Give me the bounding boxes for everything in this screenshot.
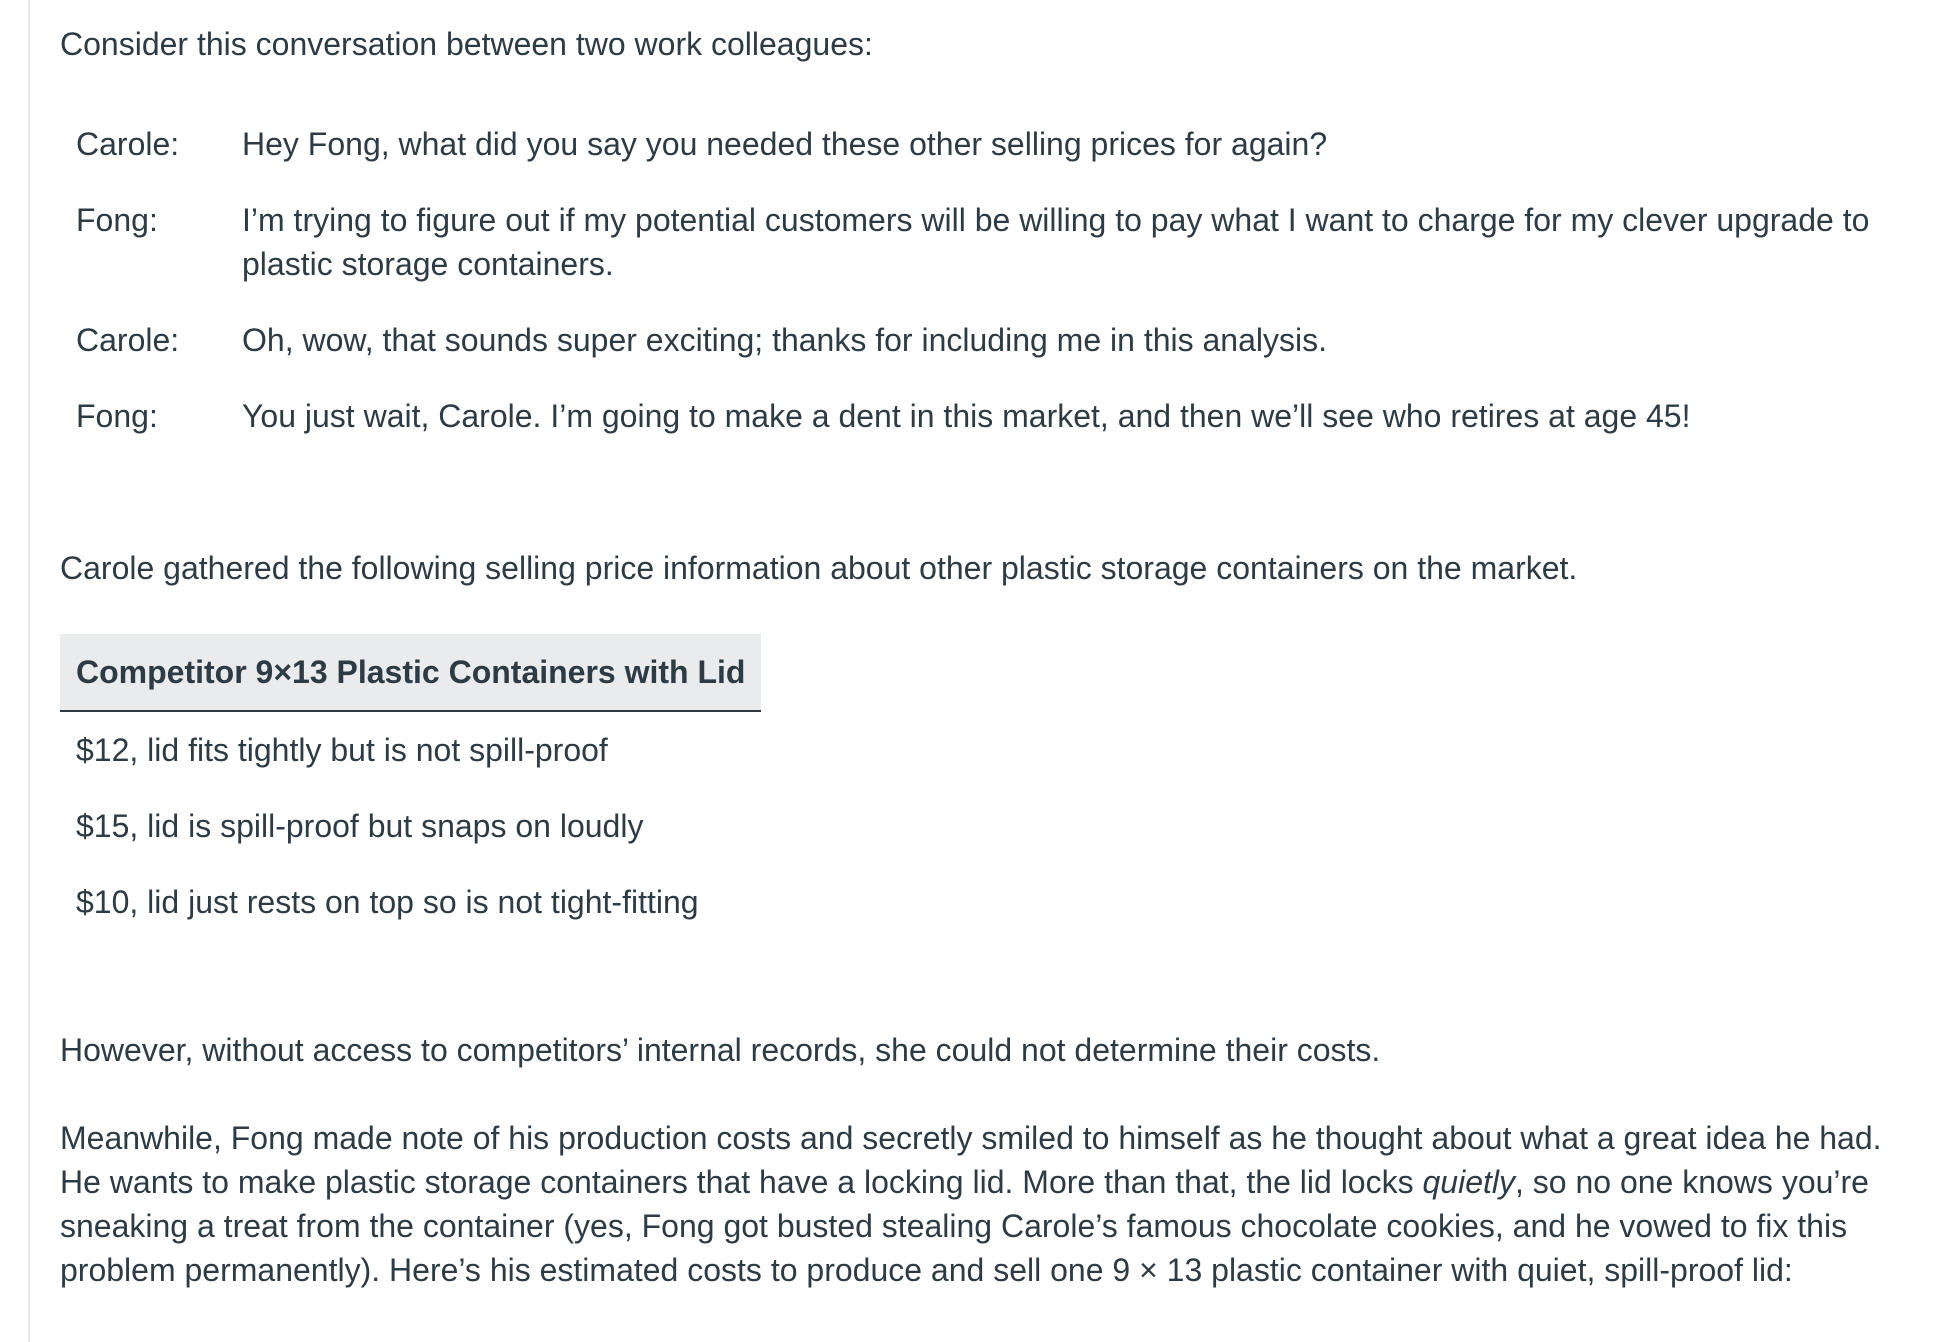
table-header-row bbox=[60, 634, 761, 711]
dialogue-line: You just wait, Carole. I’m going to make a dent in this market, and then we’ll see who retires at age 45! bbox=[242, 398, 1691, 434]
table-cell: $10, lid just rests on top so is not tight-fitting bbox=[76, 884, 699, 920]
speaker-name: Carole: bbox=[76, 322, 180, 358]
content-left-border bbox=[28, 0, 30, 1342]
emphasis-quietly: quietly bbox=[1422, 1164, 1515, 1200]
speaker-name: Carole: bbox=[76, 126, 180, 162]
meanwhile-text-before: Meanwhile, Fong made note of his production costs and secretly smiled to himself as he thought about what a great idea he had. He wants to make plastic storage containers that have a locking lid. More than that, the lid locks bbox=[60, 1120, 1882, 1200]
dialogue-turn bbox=[76, 198, 1936, 286]
gathered-paragraph: Carole gathered the following selling price information about other plastic storage containers on the market. bbox=[60, 550, 1578, 586]
intro-paragraph: Consider this conversation between two work colleagues: bbox=[60, 26, 873, 62]
speaker-name: Fong: bbox=[76, 398, 158, 434]
table-row bbox=[60, 864, 761, 940]
competitor-price-table bbox=[60, 634, 761, 940]
table-header: Competitor 9×13 Plastic Containers with Lid bbox=[60, 634, 761, 711]
speaker-name: Fong: bbox=[76, 202, 158, 238]
table-cell: $12, lid fits tightly but is not spill-proof bbox=[76, 732, 608, 768]
meanwhile-text-after: , so no one knows you’re sneaking a treat from the container (yes, Fong got busted stealing Carole’s famous chocolate cookies, and he vowed to fix this problem permanently). Here’s his estimated costs to produce and sell one 9 × 13 plastic container with quiet, spill-proof lid: bbox=[60, 1164, 1869, 1288]
dialogue-turn bbox=[76, 122, 1936, 166]
dialogue-turn bbox=[76, 394, 1936, 438]
dialogue-line: Oh, wow, that sounds super exciting; thanks for including me in this analysis. bbox=[242, 322, 1327, 358]
dialogue-line: Hey Fong, what did you say you needed these other selling prices for again? bbox=[242, 126, 1328, 162]
dialogue bbox=[76, 122, 1936, 470]
table-row bbox=[60, 788, 761, 864]
however-paragraph: However, without access to competitors’ internal records, she could not determine their costs. bbox=[60, 1032, 1381, 1068]
table-cell: $15, lid is spill-proof but snaps on loudly bbox=[76, 808, 644, 844]
meanwhile-paragraph bbox=[60, 1116, 1920, 1292]
dialogue-turn bbox=[76, 318, 1936, 362]
dialogue-line: I’m trying to figure out if my potential customers will be willing to pay what I want to charge for my clever upgrade to plastic storage containers. bbox=[242, 202, 1870, 282]
table-row bbox=[60, 711, 761, 788]
